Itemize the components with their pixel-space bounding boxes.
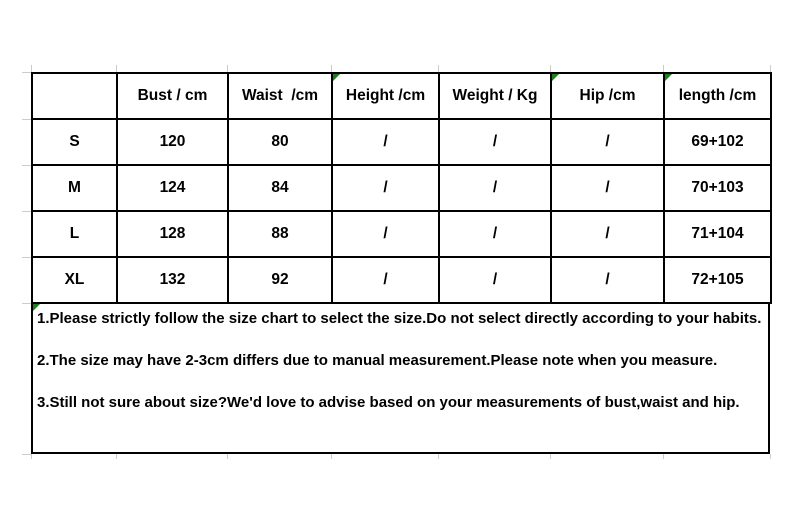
column-header-length-cm [664,73,771,119]
size-label: M [32,165,117,211]
gridline-stub [331,454,332,459]
column-header-bust-cm [117,73,228,119]
table-cell: / [439,257,551,303]
size-label: S [32,119,117,165]
table-cell: / [551,257,664,303]
table-row [32,211,771,257]
table-cell: / [332,257,439,303]
gridline-stub [22,165,31,166]
cell-error-marker-icon [552,74,559,81]
table-cell: 132 [117,257,228,303]
table-cell: / [332,165,439,211]
table-cell: 92 [228,257,332,303]
table-cell: 69+102 [664,119,771,165]
table-cell: 120 [117,119,228,165]
gridline-stub [22,119,31,120]
column-header-hip-cm [551,73,664,119]
column-header-label: Waist /cm [241,87,319,104]
gridline-stub [22,257,31,258]
table-cell: / [439,119,551,165]
gridline-stub [550,454,551,459]
gridline-stub [22,211,31,212]
table-cell: / [551,211,664,257]
gridline-stub [438,65,439,72]
gridline-stub [663,65,664,72]
gridline-stub [550,65,551,72]
gridline-stub [22,72,31,73]
gridline-stub [770,65,771,72]
gridline-stub [331,65,332,72]
column-header-label: Height /cm [345,87,426,104]
table-cell: 128 [117,211,228,257]
size-chart-sheet [31,72,770,454]
gridline-stub [31,454,32,459]
column-header-label: length /cm [678,87,757,104]
size-notes-box [31,304,770,454]
column-header-label: Hip /cm [579,87,636,104]
cell-error-marker-icon [333,74,340,81]
cell-error-marker-icon [665,74,672,81]
gridline-stub [227,454,228,459]
table-cell: 88 [228,211,332,257]
note-paragraph: 3.Still not sure about size?We'd love to advise based on your measurements of bust,waist and hip. [37,394,740,411]
table-cell: 70+103 [664,165,771,211]
size-chart-table [31,72,772,304]
table-cell: / [551,119,664,165]
table-cell: / [332,211,439,257]
table-cell: / [551,165,664,211]
table-cell: 71+104 [664,211,771,257]
size-label: XL [32,257,117,303]
table-cell: 72+105 [664,257,771,303]
column-header-waist-cm [228,73,332,119]
column-header-label: Weight / Kg [452,87,538,104]
table-row [32,165,771,211]
column-header-label: Bust / cm [137,87,208,104]
gridline-stub [116,65,117,72]
gridline-stub [22,303,31,304]
note-paragraph: 2.The size may have 2-3cm differs due to manual measurement.Please note when you measure. [37,352,718,369]
table-row [32,119,771,165]
column-header-blank [32,73,117,119]
gridline-stub [116,454,117,459]
column-header-height-cm [332,73,439,119]
size-label: L [32,211,117,257]
header-row [32,73,771,119]
gridline-stub [438,454,439,459]
gridline-stub [770,454,771,459]
table-cell: / [439,165,551,211]
table-cell: 124 [117,165,228,211]
note-paragraph: 1.Please strictly follow the size chart to select the size.Do not select directly according to your habits. [37,310,762,327]
table-cell: 84 [228,165,332,211]
gridline-stub [31,65,32,72]
gridline-stub [22,454,31,455]
table-cell: / [439,211,551,257]
table-row [32,257,771,303]
table-cell: 80 [228,119,332,165]
table-cell: / [332,119,439,165]
gridline-stub [227,65,228,72]
column-header-weight-kg [439,73,551,119]
gridline-stub [663,454,664,459]
